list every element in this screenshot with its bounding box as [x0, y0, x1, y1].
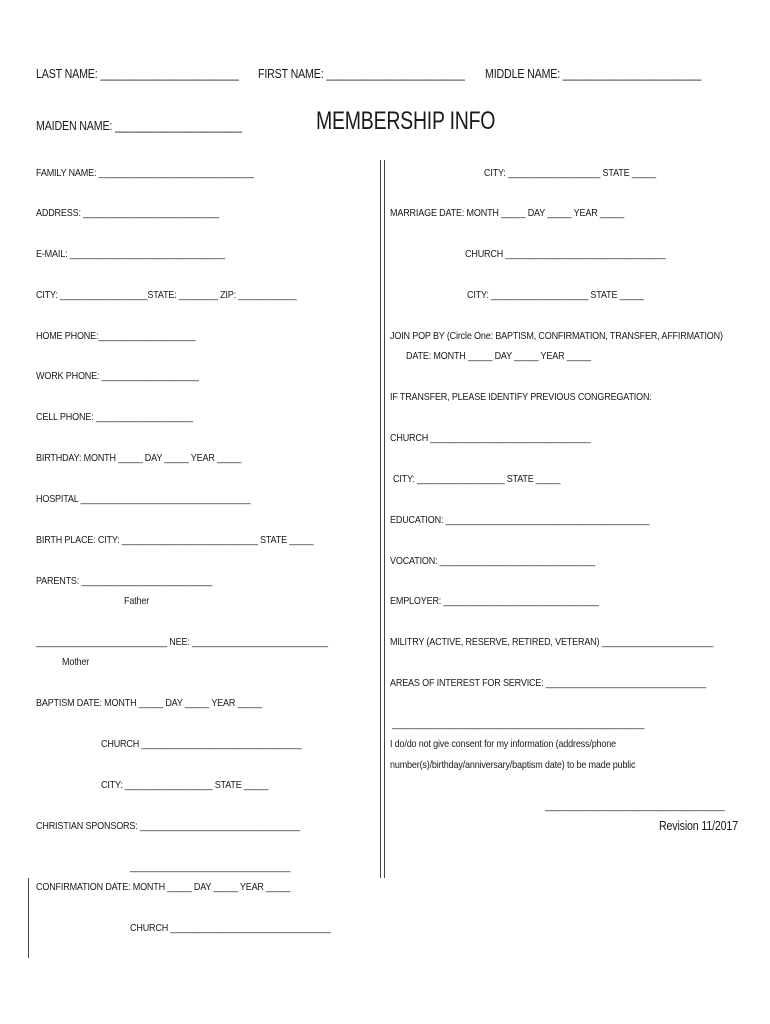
baptism-church-field[interactable]: CHURCH _________________________________: [101, 738, 302, 750]
family-name-field[interactable]: FAMILY NAME: ________________________________: [36, 167, 254, 179]
maiden-name-field[interactable]: MAIDEN NAME: ______________________: [36, 118, 242, 133]
marriage-church-field[interactable]: CHURCH _________________________________: [465, 248, 666, 260]
father-label: Father: [124, 595, 150, 607]
column-divider-right: [384, 160, 385, 878]
baptism-date-field[interactable]: BAPTISM DATE: MONTH _____ DAY _____ YEAR _____: [36, 697, 262, 709]
consent-text-line1: I do/do not give consent for my information (address/phone: [390, 738, 616, 750]
baptism-city-field[interactable]: CITY: __________________ STATE _____: [101, 779, 269, 791]
confirmation-church-field[interactable]: CHURCH _________________________________: [130, 922, 331, 934]
confirmation-date-field[interactable]: CONFIRMATION DATE: MONTH _____ DAY _____ YEAR _____: [36, 881, 291, 893]
previous-city-field[interactable]: CITY: __________________ STATE _____: [393, 473, 561, 485]
vocation-field[interactable]: VOCATION: ________________________________: [390, 555, 596, 567]
marriage-date-field[interactable]: MARRIAGE DATE: MONTH _____ DAY _____ YEAR _____: [390, 207, 625, 219]
cell-phone-field[interactable]: CELL PHONE: ____________________: [36, 411, 193, 423]
employer-field[interactable]: EMPLOYER: ________________________________: [390, 595, 599, 607]
previous-church-field[interactable]: CHURCH _________________________________: [390, 432, 591, 444]
home-phone-field[interactable]: HOME PHONE:____________________: [36, 330, 196, 342]
margin-line: [28, 878, 29, 958]
city-state-zip-field[interactable]: CITY: __________________STATE: ________ ZIP: ____________: [36, 289, 297, 301]
right-city-state-field[interactable]: CITY: ___________________ STATE _____: [484, 167, 657, 179]
marriage-city-field[interactable]: CITY: ____________________ STATE _____: [467, 289, 644, 301]
work-phone-field[interactable]: WORK PHONE: ____________________: [36, 370, 199, 382]
transfer-heading: IF TRANSFER, PLEASE IDENTIFY PREVIOUS CONGREGATION:: [390, 391, 652, 403]
parents-field[interactable]: PARENTS: ___________________________: [36, 575, 213, 587]
consent-text-line2: number(s)/birthday/anniversary/baptism date) to be made public: [390, 759, 636, 771]
hospital-field[interactable]: HOSPITAL ___________________________________: [36, 493, 251, 505]
signature-line[interactable]: _____________________________________: [545, 800, 725, 812]
last-name-field[interactable]: LAST NAME: ________________________: [36, 66, 239, 81]
mother-nee-field[interactable]: ___________________________ NEE: ____________________________: [36, 636, 328, 648]
sponsors-field[interactable]: CHRISTIAN SPONSORS: _________________________________: [36, 820, 300, 832]
mother-label: Mother: [62, 656, 90, 668]
interest-field[interactable]: AREAS OF INTEREST FOR SERVICE: _________________________________: [390, 677, 706, 689]
birth-place-field[interactable]: BIRTH PLACE: CITY: ____________________________ STATE _____: [36, 534, 314, 546]
education-field[interactable]: EDUCATION: __________________________________________: [390, 514, 650, 526]
column-divider-left: [380, 160, 381, 878]
join-pop-by[interactable]: JOIN POP BY (Circle One: BAPTISM, CONFIRMATION, TRANSFER, AFFIRMATION): [390, 330, 723, 342]
join-date-field[interactable]: DATE: MONTH _____ DAY _____ YEAR _____: [406, 350, 592, 362]
address-field[interactable]: ADDRESS: ____________________________: [36, 207, 219, 219]
military-field[interactable]: MILITRY (ACTIVE, RESERVE, RETIRED, VETERAN) _______________________: [390, 636, 714, 648]
first-name-field[interactable]: FIRST NAME: ________________________: [258, 66, 465, 81]
email-field[interactable]: E-MAIL: ________________________________: [36, 248, 225, 260]
revision-label: Revision 11/2017: [659, 818, 738, 833]
interest-field-line2[interactable]: ____________________________________________________: [392, 718, 645, 730]
middle-name-field[interactable]: MIDDLE NAME: ________________________: [485, 66, 702, 81]
birthday-field[interactable]: BIRTHDAY: MONTH _____ DAY _____ YEAR _____: [36, 452, 242, 464]
page-title: MEMBERSHIP INFO: [316, 107, 496, 135]
sponsors-field-line2[interactable]: _________________________________: [130, 861, 291, 873]
